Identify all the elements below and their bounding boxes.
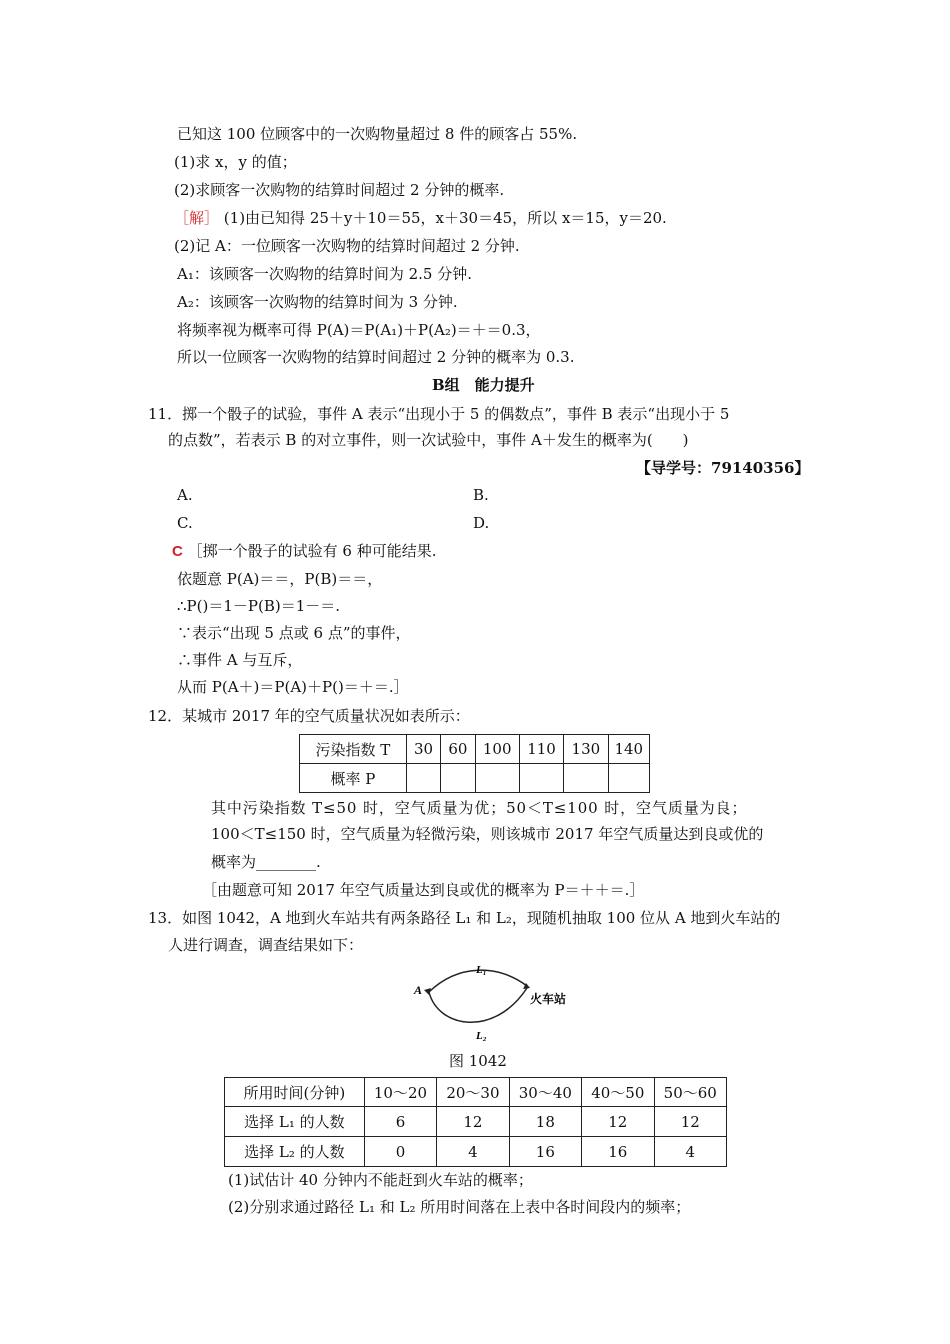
table-cell: 6 [364,1107,436,1137]
question-12-text: 100＜T≤150 时，空气质量为轻微污染，则该城市 2017 年空气质量达到良或优的 [211,825,764,843]
question-12-text: 其中污染指数 T≤50 时，空气质量为优；50＜T≤100 时，空气质量为良； [211,799,748,817]
solution-text: (1)由已知得 25＋y＋10＝55，x＋30＝45，所以 x＝15，y＝20. [223,209,667,227]
text-line: A₂：该顾客一次购物的结算时间为 3 分钟. [177,293,458,311]
answer-text: ［掷一个骰子的试验有 6 种可能结果. [187,542,437,560]
answer-letter: C [172,543,183,560]
table-cell [441,764,475,793]
reference-number: 【导学号：79140356】 [636,459,810,477]
table-cell: 60 [441,735,475,764]
option-a: A. [177,486,193,504]
table-cell: 100 [475,735,519,764]
answer-11-line: 从而 P(A＋)＝P(A)＋P()＝＋＝.］ [177,678,409,696]
option-c: C. [177,514,193,532]
answer-11-line: ∴P()＝1－P(B)＝1－＝. [177,597,341,615]
question-12: 12．某城市 2017 年的空气质量状况如表所示： [148,707,470,725]
table-cell: 16 [509,1137,581,1167]
label-l2: L₂ [476,1030,487,1042]
route-l2-path [429,988,527,1022]
answer-11-line: ∴事件 A 与互斥， [177,651,303,669]
question-13-line1: 13．如图 1042，A 地到火车站共有两条路径 L₁ 和 L₂，现随机抽取 100 位从 A 地到火车站的 [148,909,781,927]
table-cell: 所用时间(分钟) [225,1078,365,1107]
table-cell [406,764,440,793]
answer-12: ［由题意可知 2017 年空气质量达到良或优的概率为 P＝＋＋＝.］ [202,881,645,899]
table-cell: 4 [437,1137,509,1167]
answer-11-line1 [172,541,436,562]
table-cell: 50～60 [654,1078,727,1107]
pollution-table [299,734,650,793]
text-line: (2)求顾客一次购物的结算时间超过 2 分钟的概率. [174,181,505,199]
answer-11-line: ∵表示“出现 5 点或 6 点”的事件， [177,624,411,642]
table-cell [608,764,649,793]
table-cell: 12 [437,1107,509,1137]
table-row [300,764,650,793]
text-line: (1)求 x，y 的值； [174,153,297,171]
solution-line [174,208,667,228]
table-cell: 40～50 [582,1078,654,1107]
question-12-blank: 概率为________. [211,853,321,871]
table-cell: 18 [509,1107,581,1137]
answer-11-line: 依题意 P(A)＝＝，P(B)＝＝， [177,570,383,588]
option-b: B. [473,486,489,504]
question-13-line2: 人进行调查，调查结果如下： [168,936,364,954]
table-cell: 10～20 [364,1078,436,1107]
text-line: 已知这 100 位顾客中的一次购物量超过 8 件的顾客占 55%. [177,125,578,143]
table-header-row [300,735,650,764]
table-cell: 污染指数 T [300,735,407,764]
table-cell [475,764,519,793]
table-cell: 选择 L₂ 的人数 [225,1137,365,1167]
section-heading: B组 能力提升 [432,376,535,394]
travel-time-table [224,1077,727,1167]
table-cell: 140 [608,735,649,764]
table-cell: 选择 L₁ 的人数 [225,1107,365,1137]
question-13-part1: (1)试估计 40 分钟内不能赶到火车站的概率； [228,1171,533,1189]
table-row [225,1107,727,1137]
question-11-line1: 11．掷一个骰子的试验，事件 A 表示“出现小于 5 的偶数点”，事件 B 表示“出现小于 5 [148,405,730,423]
table-cell: 0 [364,1137,436,1167]
question-13-part2: (2)分别求通过路径 L₁ 和 L₂ 所用时间落在上表中各时间段内的频率； [228,1198,691,1216]
label-a: A [414,983,423,997]
table-cell: 12 [654,1107,727,1137]
table-cell: 16 [582,1137,654,1167]
table-cell: 130 [564,735,608,764]
route-figure [410,958,580,1044]
table-header-row [225,1078,727,1107]
table-cell: 30 [406,735,440,764]
table-cell: 4 [654,1137,727,1167]
label-station: 火车站 [530,992,567,1006]
text-line: 所以一位顾客一次购物的结算时间超过 2 分钟的概率为 0.3. [177,348,575,366]
solution-tag: ［解］ [174,209,220,227]
table-cell [564,764,608,793]
text-line: A₁：该顾客一次购物的结算时间为 2.5 分钟. [177,265,473,283]
table-cell: 20～30 [437,1078,509,1107]
table-row [225,1137,727,1167]
text-line: (2)记 A：一位顾客一次购物的结算时间超过 2 分钟. [174,237,520,255]
question-11-line2: 的点数”，若表示 B 的对立事件，则一次试验中，事件 A＋发生的概率为( ) [168,431,689,449]
table-cell: 110 [519,735,563,764]
table-cell: 12 [582,1107,654,1137]
table-cell: 30～40 [509,1078,581,1107]
option-d: D. [473,514,490,532]
label-l1: L₁ [476,964,487,976]
text-line: 将频率视为概率可得 P(A)＝P(A₁)＋P(A₂)＝＋＝0.3， [177,321,541,339]
table-cell: 概率 P [300,764,407,793]
table-cell [519,764,563,793]
figure-caption: 图 1042 [449,1052,507,1070]
